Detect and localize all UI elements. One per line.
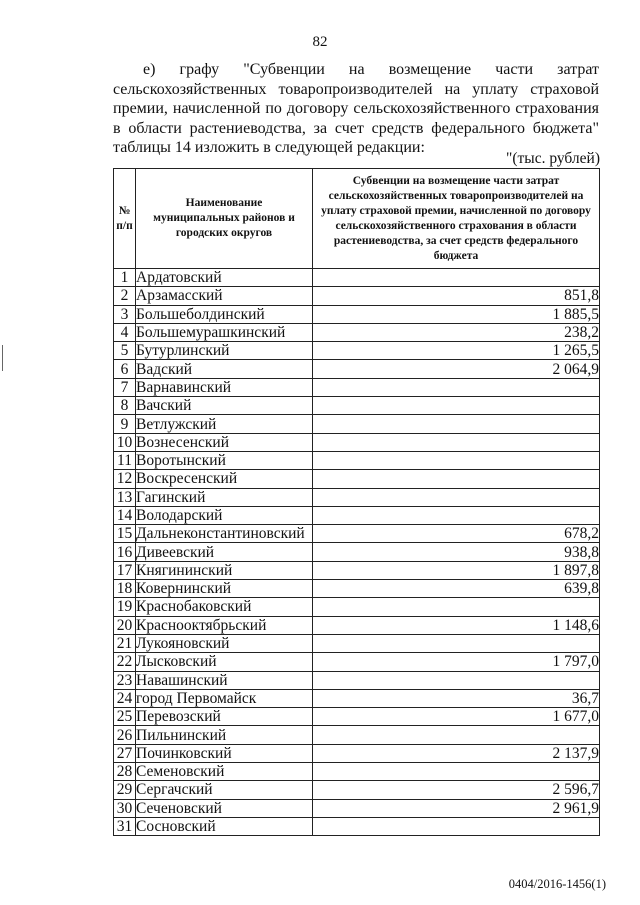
row-number: 18	[114, 580, 136, 598]
subsidy-value: 1 148,6	[313, 616, 600, 634]
row-number: 21	[114, 634, 136, 652]
subsidy-value	[313, 433, 600, 451]
table-row	[114, 451, 600, 469]
district-name: Лысковский	[136, 653, 313, 671]
table-row	[114, 488, 600, 506]
document-code: 0404/2016-1456(1)	[508, 877, 606, 891]
units-label: "(тыс. рублей)	[506, 150, 600, 167]
row-number: 10	[114, 433, 136, 451]
row-number: 29	[114, 781, 136, 799]
district-name: Гагинский	[136, 488, 313, 506]
subsidy-value: 1 897,8	[313, 561, 600, 579]
margin-mark	[2, 345, 3, 371]
district-name: город Первомайск	[136, 689, 313, 707]
table-row	[114, 671, 600, 689]
district-name: Ардатовский	[136, 269, 313, 287]
table-row	[114, 634, 600, 652]
row-number: 30	[114, 799, 136, 817]
district-name: Варнавинский	[136, 378, 313, 396]
table-row	[114, 543, 600, 561]
table-row	[114, 580, 600, 598]
district-name: Ковернинский	[136, 580, 313, 598]
table-row	[114, 726, 600, 744]
table-row	[114, 817, 600, 835]
row-number: 12	[114, 470, 136, 488]
table-row	[114, 378, 600, 396]
subsidy-value	[313, 451, 600, 469]
row-number: 17	[114, 561, 136, 579]
row-number: 28	[114, 763, 136, 781]
subsidy-value: 36,7	[313, 689, 600, 707]
table-header-row	[114, 169, 600, 269]
row-number: 6	[114, 360, 136, 378]
subsidy-value: 1 677,0	[313, 708, 600, 726]
district-name: Навашинский	[136, 671, 313, 689]
district-name: Починковский	[136, 744, 313, 762]
table-row	[114, 781, 600, 799]
district-name: Княгининский	[136, 561, 313, 579]
row-number: 2	[114, 287, 136, 305]
district-name: Воскресенский	[136, 470, 313, 488]
subsidy-value	[313, 415, 600, 433]
table-row	[114, 799, 600, 817]
subsidy-value: 2 961,9	[313, 799, 600, 817]
subsidy-value	[313, 397, 600, 415]
table-row	[114, 342, 600, 360]
subsidy-value	[313, 506, 600, 524]
row-number: 3	[114, 305, 136, 323]
table-row	[114, 763, 600, 781]
row-number: 13	[114, 488, 136, 506]
subsidy-value: 938,8	[313, 543, 600, 561]
row-number: 7	[114, 378, 136, 396]
subsidy-table	[113, 168, 600, 836]
row-number: 24	[114, 689, 136, 707]
district-name: Большеболдинский	[136, 305, 313, 323]
district-name: Сеченовский	[136, 799, 313, 817]
subsidy-value	[313, 634, 600, 652]
table-row	[114, 269, 600, 287]
subsidy-value	[313, 671, 600, 689]
table-row	[114, 525, 600, 543]
district-name: Дивеевский	[136, 543, 313, 561]
district-name: Пильнинский	[136, 726, 313, 744]
table-row	[114, 433, 600, 451]
subsidy-value: 639,8	[313, 580, 600, 598]
subsidy-value	[313, 598, 600, 616]
district-name: Володарский	[136, 506, 313, 524]
row-number: 5	[114, 342, 136, 360]
row-number: 9	[114, 415, 136, 433]
row-number: 23	[114, 671, 136, 689]
subsidy-value	[313, 378, 600, 396]
table-body	[114, 269, 600, 836]
district-name: Вачский	[136, 397, 313, 415]
subsidy-value	[313, 488, 600, 506]
row-number: 14	[114, 506, 136, 524]
table-row	[114, 561, 600, 579]
row-number: 20	[114, 616, 136, 634]
subsidy-value: 1 885,5	[313, 305, 600, 323]
table-row	[114, 415, 600, 433]
row-number: 25	[114, 708, 136, 726]
row-number: 1	[114, 269, 136, 287]
district-name: Краснооктябрьский	[136, 616, 313, 634]
table-row	[114, 598, 600, 616]
header-value: Субвенции на возмещение части затрат сельскохозяйственных товаропроизводителей на уплату страховой премии, начисленной по договору сельскохозяйственного страхования в области растениеводства, за счет средств федерального бюджета	[313, 169, 600, 269]
subsidy-value	[313, 470, 600, 488]
subsidy-value	[313, 726, 600, 744]
subsidy-value: 2 064,9	[313, 360, 600, 378]
district-name: Воротынский	[136, 451, 313, 469]
district-name: Бутурлинский	[136, 342, 313, 360]
row-number: 31	[114, 817, 136, 835]
table-row	[114, 744, 600, 762]
table-row	[114, 708, 600, 726]
district-name: Перевозский	[136, 708, 313, 726]
row-number: 19	[114, 598, 136, 616]
district-name: Сосновский	[136, 817, 313, 835]
row-number: 16	[114, 543, 136, 561]
row-number: 8	[114, 397, 136, 415]
table-row	[114, 470, 600, 488]
intro-paragraph	[113, 60, 599, 158]
table-row	[114, 616, 600, 634]
table-row	[114, 397, 600, 415]
subsidy-value	[313, 269, 600, 287]
district-name: Семеновский	[136, 763, 313, 781]
row-number: 15	[114, 525, 136, 543]
table-row	[114, 305, 600, 323]
table-row	[114, 360, 600, 378]
subsidy-value: 851,8	[313, 287, 600, 305]
district-name: Большемурашкинский	[136, 323, 313, 341]
table-row	[114, 653, 600, 671]
subsidy-value: 678,2	[313, 525, 600, 543]
table-row	[114, 323, 600, 341]
district-name: Дальнеконстантиновский	[136, 525, 313, 543]
row-number: 26	[114, 726, 136, 744]
table-row	[114, 506, 600, 524]
subsidy-value	[313, 817, 600, 835]
district-name: Краснобаковский	[136, 598, 313, 616]
row-number: 27	[114, 744, 136, 762]
header-num: № п/п	[114, 169, 136, 269]
row-number: 4	[114, 323, 136, 341]
table-row	[114, 287, 600, 305]
district-name: Лукояновский	[136, 634, 313, 652]
subsidy-value: 2 137,9	[313, 744, 600, 762]
intro-text: е) графу "Субвенции на возмещение части затрат сельскохозяйственных товаропроизводителей на уплату страховой премии, начисленной по договору сельскохозяйственного страхования в области растениеводства, за счет средств федерального бюджета" таблицы 14 изложить в следующей редакции:	[113, 61, 599, 156]
district-name: Сергачский	[136, 781, 313, 799]
row-number: 22	[114, 653, 136, 671]
district-name: Вознесенский	[136, 433, 313, 451]
subsidy-value: 1 265,5	[313, 342, 600, 360]
row-number: 11	[114, 451, 136, 469]
district-name: Вадский	[136, 360, 313, 378]
page-number: 82	[312, 34, 328, 50]
district-name: Арзамасский	[136, 287, 313, 305]
subsidy-value: 238,2	[313, 323, 600, 341]
subsidy-value: 1 797,0	[313, 653, 600, 671]
header-name: Наименование муниципальных районов и городских округов	[136, 169, 313, 269]
subsidy-value: 2 596,7	[313, 781, 600, 799]
district-name: Ветлужский	[136, 415, 313, 433]
subsidy-value	[313, 763, 600, 781]
table-row	[114, 689, 600, 707]
